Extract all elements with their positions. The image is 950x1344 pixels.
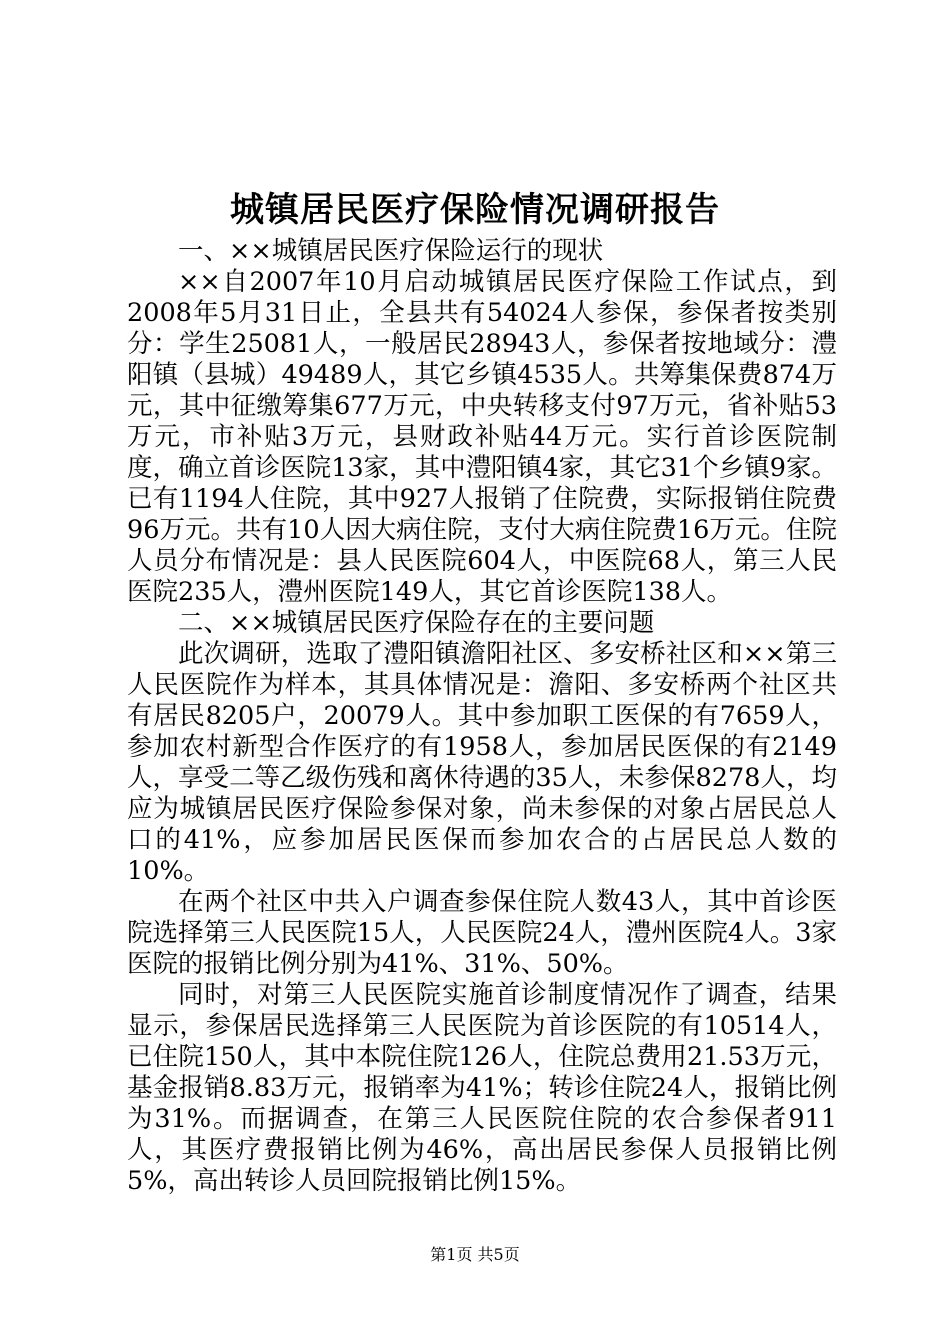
document-title: 城镇居民医疗保险情况调研报告 xyxy=(230,190,720,230)
section-heading-1: 一、××城镇居民医疗保险运行的现状 xyxy=(178,236,604,266)
section-heading-2: 二、××城镇居民医疗保险存在的主要问题 xyxy=(178,608,655,638)
page-number: 第1页 共5页 xyxy=(430,1245,520,1264)
paragraph-community: 在两个社区中共入户调查参保住院人数43人，其中首诊医院选择第三人民医院15人，人民医院24人，澧州医院4人。3家医院的报销比例分别为41%、31%、50%。 xyxy=(127,887,837,979)
paragraph-survey: 此次调研，选取了澧阳镇澹阳社区、多安桥社区和××第三人民医院作为样本，其具体情况是：澹阳、多安桥两个社区共有居民8205户，20079人。其中参加职工医保的有7659人，参加农村新型合作医疗的有1958人，参加居民医保的有2149人，享受二等乙级伤残和离休待遇的35人，未参保8278人，均应为城镇居民医疗保险参保对象，尚未参保的对象占居民总人口的41%，应参加居民医保而参加农合的占居民总人数的10%。 xyxy=(127,639,837,886)
paragraph-hospital: 同时，对第三人民医院实施首诊制度情况作了调查，结果显示，参保居民选择第三人民医院为首诊医院的有10514人，已住院150人，其中本院住院126人，住院总费用21.53万元，基金报销8.83万元，报销率为41%；转诊住院24人，报销比例为31%。而据调查，在第三人民医院住院的农合参保者911人，其医疗费报销比例为46%，高出居民参保人员报销比例5%，高出转诊人员回院报销比例15%。 xyxy=(127,980,837,1196)
document-body xyxy=(127,236,837,1197)
paragraph-status: ××自2007年10月启动城镇居民医疗保险工作试点，到2008年5月31日止，全县共有54024人参保，参保者按类别分：学生25081人，一般居民28943人，参保者按地域分：澧阳镇（县城）49489人，其它乡镇4535人。共筹集保费874万元，其中征缴筹集677万元，中央转移支付97万元，省补贴53万元，市补贴3万元，县财政补贴44万元。实行首诊医院制度，确立首诊医院13家，其中澧阳镇4家，其它31个乡镇9家。已有1194人住院，其中927人报销了住院费，实际报销住院费96万元。共有10人因大病住院，支付大病住院费16万元。住院人员分布情况是：县人民医院604人，中医院68人，第三人民医院235人，澧州医院149人，其它首诊医院138人。 xyxy=(127,267,837,607)
